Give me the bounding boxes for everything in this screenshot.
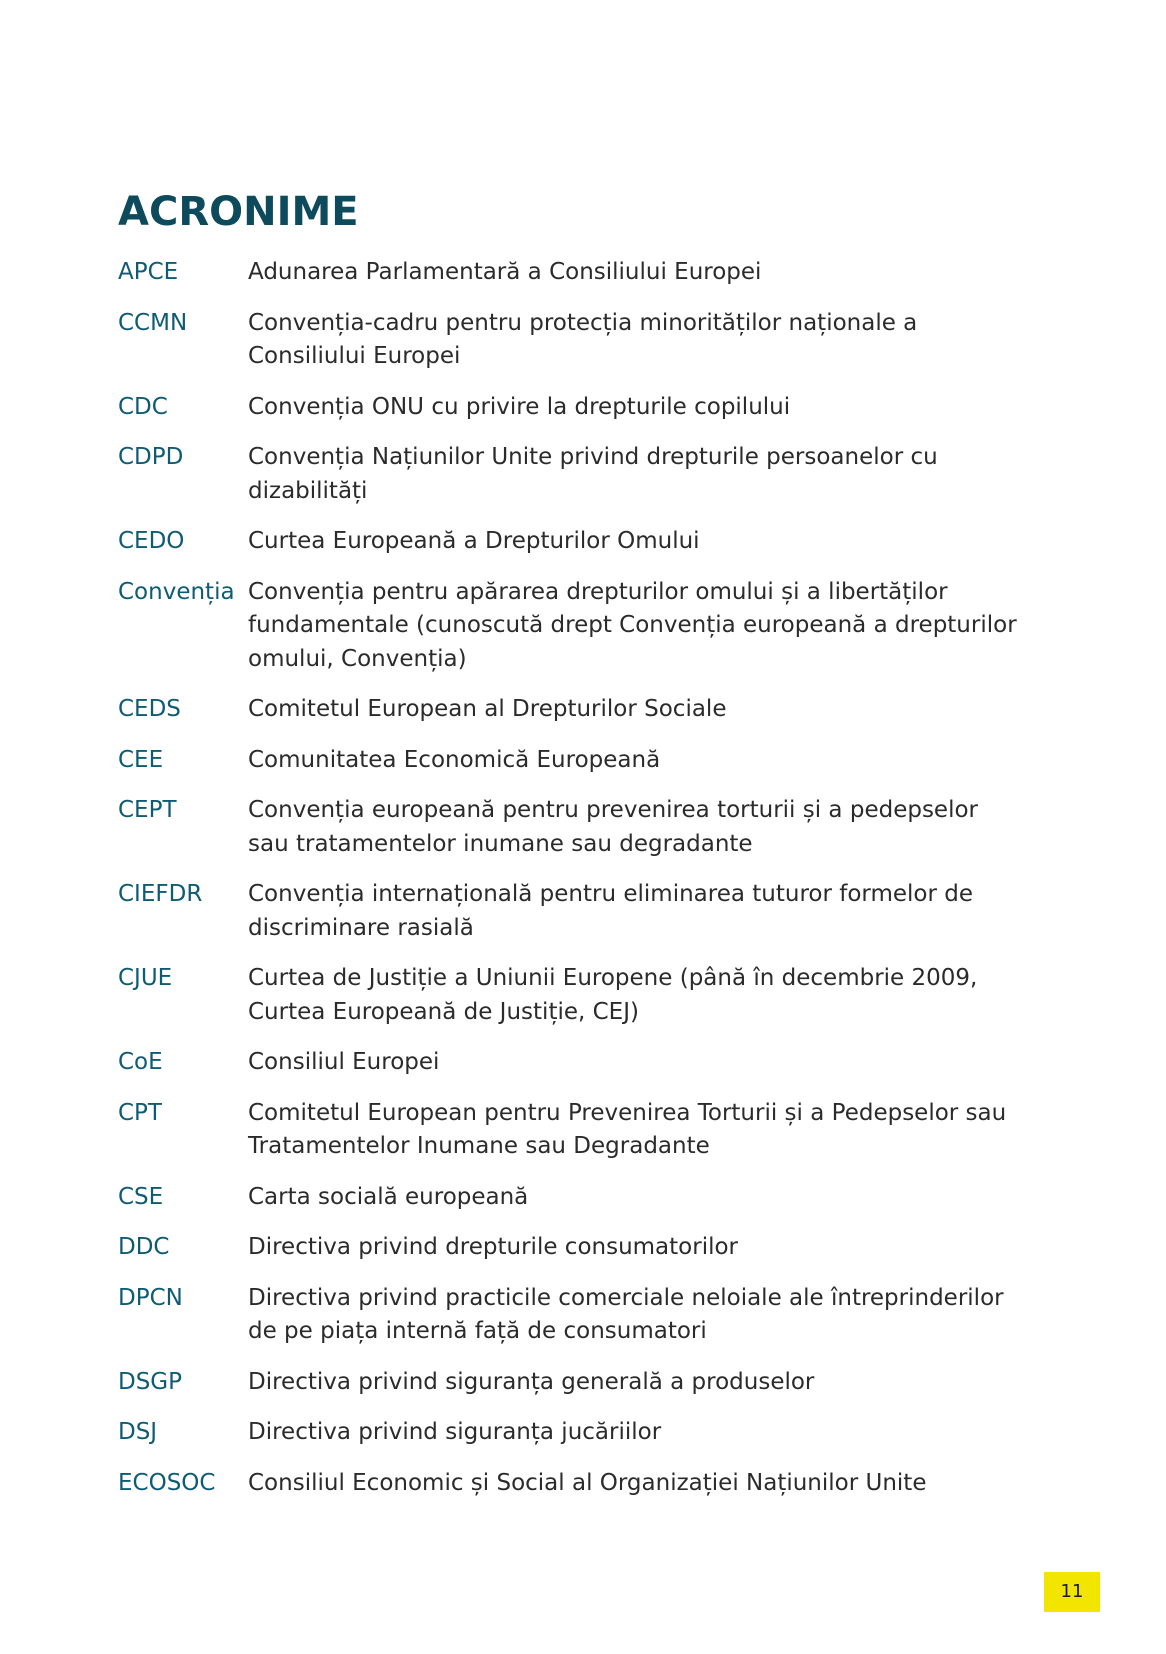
acronym-code: CDPD <box>118 444 184 470</box>
acronym-code: APCE <box>118 259 179 285</box>
page-number-badge: 11 <box>1044 1572 1100 1612</box>
acronym-description: Directiva privind drepturile consumatorilor <box>248 1234 739 1260</box>
acronym-row <box>118 307 1018 374</box>
acronym-description: Directiva privind siguranța jucăriilor <box>248 1419 662 1445</box>
acronym-description: Comunitatea Economică Europeană <box>248 746 661 773</box>
acronym-list <box>118 256 1018 1517</box>
acronym-row <box>118 576 1018 677</box>
acronym-code: Convenția <box>118 578 235 605</box>
acronym-row <box>118 1097 1018 1164</box>
acronym-code: CEDS <box>118 696 181 722</box>
acronym-row <box>118 525 1018 559</box>
acronym-code: CIEFDR <box>118 881 203 907</box>
acronym-row <box>118 962 1018 1029</box>
acronym-description: Convenția-cadru pentru protecția minorităților naționale a Consiliului Europei <box>248 309 918 369</box>
acronym-description: Convenția pentru apărarea drepturilor omului și a libertăților fundamentale (cunoscută drept Convenția europeană a drepturilor omului, Convenția) <box>248 578 1017 672</box>
acronym-code: CPT <box>118 1099 162 1126</box>
acronym-row <box>118 1046 1018 1080</box>
acronym-code: CDC <box>118 393 168 420</box>
acronym-description: Convenția internațională pentru eliminarea tuturor formelor de discriminare rasială <box>248 881 973 941</box>
acronym-code: DSGP <box>118 1368 183 1395</box>
acronym-row <box>118 1366 1018 1400</box>
acronym-description: Consiliul Europei <box>248 1049 440 1075</box>
acronym-row <box>118 1181 1018 1215</box>
acronym-row <box>118 1416 1018 1450</box>
acronym-code: DSJ <box>118 1419 158 1445</box>
acronym-code: ECOSOC <box>118 1469 216 1496</box>
acronym-description: Comitetul European al Drepturilor Sociale <box>248 696 727 722</box>
acronym-row <box>118 1467 1018 1501</box>
page-title: ACRONIME <box>118 189 359 235</box>
acronym-code: DPCN <box>118 1284 183 1311</box>
acronym-row <box>118 1282 1018 1349</box>
acronym-code: CEDO <box>118 528 185 554</box>
acronym-description: Comitetul European pentru Prevenirea Torturii și a Pedepselor sau Tratamentelor Inumane sau Degradante <box>248 1099 1007 1159</box>
acronym-description: Convenția Națiunilor Unite privind drepturile persoanelor cu dizabilități <box>248 444 938 504</box>
acronym-row <box>118 794 1018 861</box>
acronym-description: Convenția ONU cu privire la drepturile copilului <box>248 393 791 420</box>
acronym-description: Convenția europeană pentru prevenirea torturii și a pedepselor sau tratamentelor inumane sau degradante <box>248 797 978 857</box>
acronym-description: Consiliul Economic și Social al Organizației Națiunilor Unite <box>248 1469 927 1496</box>
acronym-code: CCMN <box>118 309 188 336</box>
acronym-description: Curtea de Justiție a Uniunii Europene (până în decembrie 2009, Curtea Europeană de Justiție, CEJ) <box>248 965 978 1025</box>
acronym-description: Directiva privind siguranța generală a produselor <box>248 1368 815 1395</box>
acronym-row <box>118 256 1018 290</box>
acronym-code: CEE <box>118 746 164 773</box>
acronym-description: Adunarea Parlamentară a Consiliului Europei <box>248 259 762 285</box>
acronym-row <box>118 391 1018 425</box>
acronym-code: CJUE <box>118 965 173 991</box>
acronym-row <box>118 744 1018 778</box>
acronym-row <box>118 441 1018 508</box>
acronym-code: CSE <box>118 1183 164 1210</box>
acronym-row <box>118 878 1018 945</box>
acronym-row <box>118 1231 1018 1265</box>
acronym-description: Directiva privind practicile comerciale neloiale ale întreprinderilor de pe piața internă față de consumatori <box>248 1284 1004 1344</box>
acronym-description: Curtea Europeană a Drepturilor Omului <box>248 528 700 554</box>
acronym-code: CoE <box>118 1049 163 1075</box>
acronym-row <box>118 693 1018 727</box>
acronym-description: Carta socială europeană <box>248 1183 529 1210</box>
acronym-code: CEPT <box>118 797 177 823</box>
acronym-code: DDC <box>118 1234 170 1260</box>
